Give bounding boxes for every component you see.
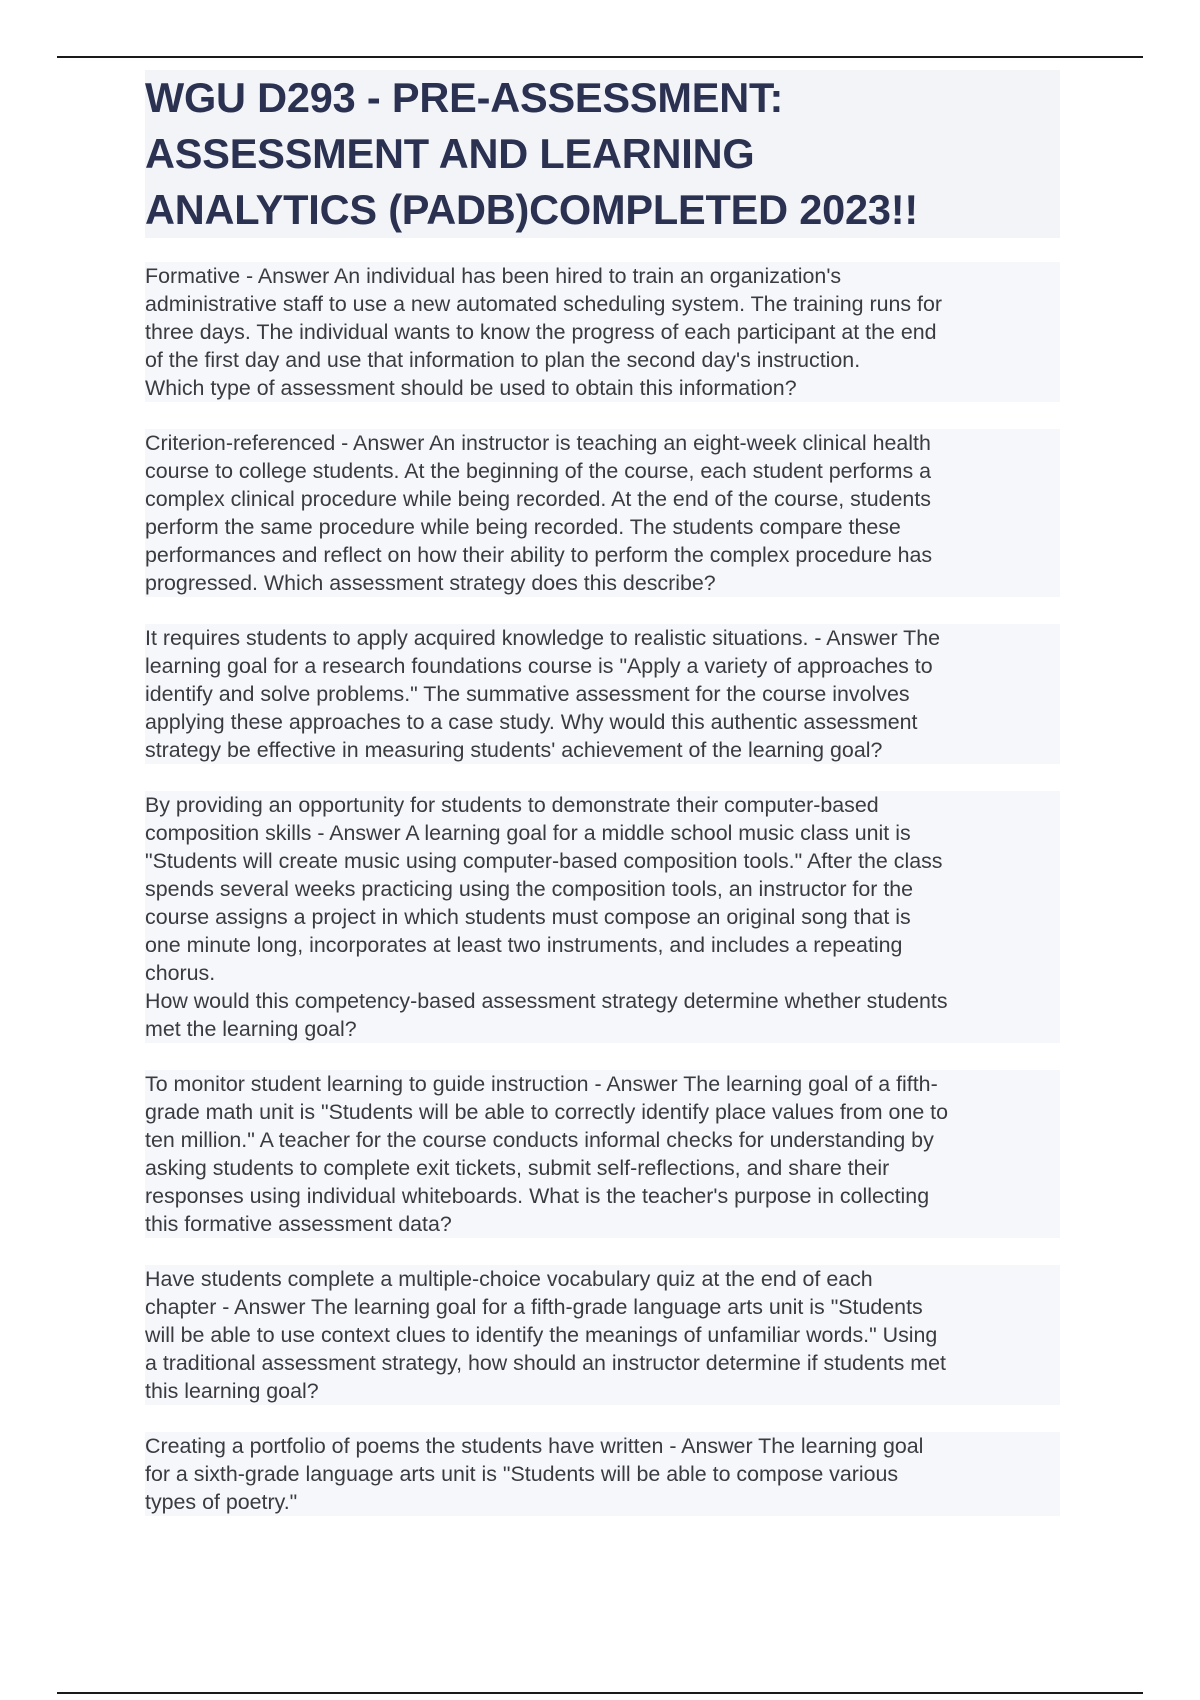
- qa-line: performances and reflect on how their ability to perform the complex procedure has: [145, 543, 933, 567]
- qa-line: grade math unit is "Students will be able to correctly identify place values from one to: [145, 1100, 949, 1124]
- qa-line: a traditional assessment strategy, how should an instructor determine if students met: [145, 1351, 946, 1375]
- qa-entry: [145, 262, 1060, 402]
- qa-line: perform the same procedure while being recorded. The students compare these: [145, 515, 901, 539]
- qa-line: types of poetry.": [145, 1490, 298, 1514]
- qa-line: learning goal for a research foundations course is "Apply a variety of approaches to: [145, 654, 933, 678]
- qa-line: identify and solve problems." The summative assessment for the course involves: [145, 682, 910, 706]
- qa-line: Which type of assessment should be used to obtain this information?: [145, 376, 797, 400]
- qa-line: Formative - Answer An individual has been hired to train an organization's: [145, 264, 842, 288]
- qa-line: spends several weeks practicing using the composition tools, an instructor for the: [145, 877, 914, 901]
- qa-line: "Students will create music using computer-based composition tools." After the class: [145, 849, 943, 873]
- document-body: [145, 70, 1060, 1543]
- qa-line: composition skills - Answer A learning goal for a middle school music class unit is: [145, 821, 911, 845]
- qa-list: [145, 262, 1060, 1516]
- qa-line: By providing an opportunity for students to demonstrate their computer-based: [145, 793, 879, 817]
- qa-line: chapter - Answer The learning goal for a fifth-grade language arts unit is "Students: [145, 1295, 923, 1319]
- qa-line: course assigns a project in which students must compose an original song that is: [145, 905, 911, 929]
- qa-line: chorus.: [145, 961, 216, 985]
- qa-line: Have students complete a multiple-choice vocabulary quiz at the end of each: [145, 1267, 873, 1291]
- qa-entry: [145, 1265, 1060, 1405]
- qa-line: administrative staff to use a new automated scheduling system. The training runs for: [145, 292, 943, 316]
- qa-line: To monitor student learning to guide instruction - Answer The learning goal of a fifth-: [145, 1072, 938, 1096]
- qa-line: course to college students. At the beginning of the course, each student performs a: [145, 459, 932, 483]
- title-line: ANALYTICS (PADB)COMPLETED 2023!!: [145, 186, 918, 233]
- top-rule: [57, 56, 1143, 58]
- qa-line: progressed. Which assessment strategy does this describe?: [145, 571, 716, 595]
- qa-line: applying these approaches to a case study. Why would this authentic assessment: [145, 710, 918, 734]
- qa-entry: [145, 429, 1060, 597]
- qa-entry: [145, 624, 1060, 764]
- qa-line: for a sixth-grade language arts unit is "Students will be able to compose various: [145, 1462, 899, 1486]
- qa-line: met the learning goal?: [145, 1017, 357, 1041]
- qa-line: will be able to use context clues to identify the meanings of unfamiliar words." Using: [145, 1323, 938, 1347]
- qa-line: Creating a portfolio of poems the students have written - Answer The learning goal: [145, 1434, 924, 1458]
- qa-line: one minute long, incorporates at least two instruments, and includes a repeating: [145, 933, 903, 957]
- title-line: ASSESSMENT AND LEARNING: [145, 130, 755, 177]
- qa-entry: [145, 791, 1060, 1043]
- qa-entry: [145, 1070, 1060, 1238]
- bottom-rule: [57, 1692, 1143, 1694]
- qa-line: How would this competency-based assessment strategy determine whether students: [145, 989, 948, 1013]
- qa-line: three days. The individual wants to know the progress of each participant at the end: [145, 320, 937, 344]
- qa-line: It requires students to apply acquired knowledge to realistic situations. - Answer The: [145, 626, 941, 650]
- qa-line: asking students to complete exit tickets, submit self-reflections, and share their: [145, 1156, 890, 1180]
- qa-entry: [145, 1432, 1060, 1516]
- qa-line: strategy be effective in measuring students' achievement of the learning goal?: [145, 738, 883, 762]
- qa-line: this formative assessment data?: [145, 1212, 452, 1236]
- qa-line: of the first day and use that information to plan the second day's instruction.: [145, 348, 861, 372]
- qa-line: ten million." A teacher for the course conducts informal checks for understanding by: [145, 1128, 934, 1152]
- document-title: [145, 70, 1060, 238]
- qa-line: Criterion-referenced - Answer An instructor is teaching an eight-week clinical health: [145, 431, 931, 455]
- title-line: WGU D293 - PRE-ASSESSMENT:: [145, 74, 784, 121]
- qa-line: this learning goal?: [145, 1379, 319, 1403]
- qa-line: complex clinical procedure while being recorded. At the end of the course, students: [145, 487, 931, 511]
- qa-line: responses using individual whiteboards. What is the teacher's purpose in collecting: [145, 1184, 930, 1208]
